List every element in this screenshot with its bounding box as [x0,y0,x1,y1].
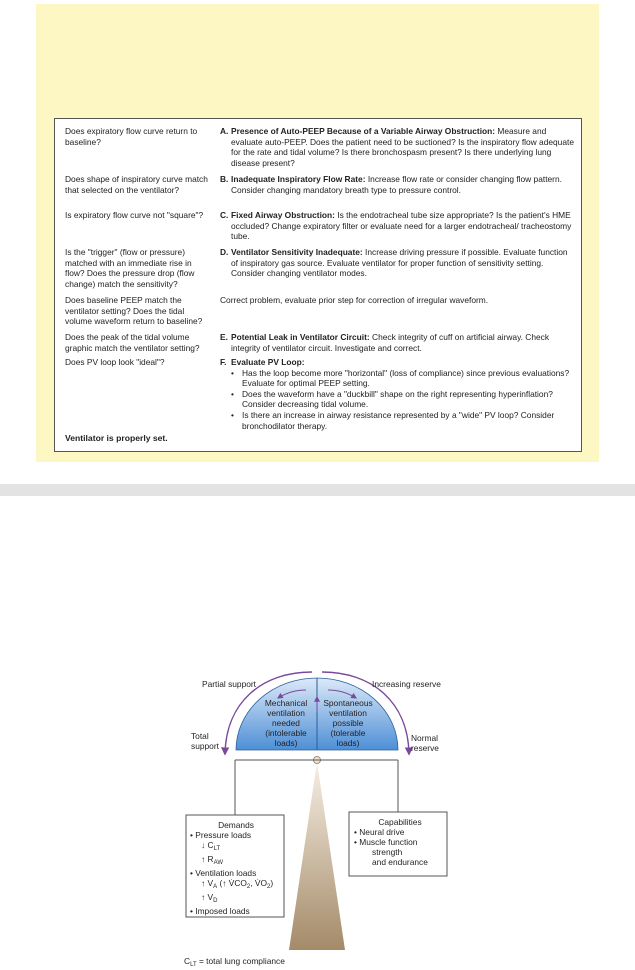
clt-item: ↓ $C_{LT}$ [201,840,221,852]
demands-text [190,820,282,916]
question-c: Is expiratory flow curve not "square"? [65,210,204,220]
total-support-label: Total support [191,731,219,751]
heading-c: Fixed Airway Obstruction: [231,210,335,220]
strength: strength [372,847,403,857]
endurance: and endurance [372,857,428,867]
text-c: Is the endotracheal tube size appropriate? Is the patient's HME occluded? Change expiratory filter or evaluate need for a larger endotracheal/ tracheostomy tube. [231,210,572,242]
neural-drive: • Neural drive [354,827,405,837]
text-d: Increase driving pressure if possible. Evaluate function of inspiratory gas source. Evaluate ventilator for proper function of sensitivity setting. Consider changing ventilator modes. [231,247,568,279]
letter-d: D. [220,247,229,257]
text-peep: Correct problem, evaluate prior step for correction of irregular waveform. [220,295,489,305]
question-d: Is the "trigger" (flow or pressure) matched with an immediate rise in flow? Does the pressure drop (flow change) match the sensitivity? [65,247,195,289]
question-e: Does the peak of the tidal volume graphic match the ventilator setting? [65,332,200,353]
pv-bullet-1: • Has the loop become more "horizontal" (loss of compliance) since previous evaluations? Evaluate for optimal PEEP setting. [231,368,576,389]
heading-b: Inadequate Inspiratory Flow Rate: [231,174,366,184]
pressure-loads: • Pressure loads [190,830,252,840]
raw-item: ↑ $R_{AW}$ [201,854,224,866]
va-item: ↑ $V_A$ (↑ $V̇CO_2$, $V̇O_2$) [201,878,274,890]
text-a: Measure and evaluate auto-PEEP. Does the patient need to be suctioned? Is the inspiratory flow adequate for the rate and tidal volume? Is there bronchospasm present? Is there underlying lung disease present? [231,126,574,168]
spontaneous-ventilation-text: Spontaneous ventilation possible (tolerable loads) [323,698,373,748]
letter-a: A. [220,126,229,136]
letter-c: C. [220,210,229,220]
pv-bullet-3: • Is there an increase in airway resistance represented by a "wide" PV loop? Consider bronchodilator therapy. [231,410,576,431]
footnote: $C_{LT}$ = total lung compliance [184,956,285,968]
text-e: Check integrity of cuff on artificial airway. Check integrity of ventilator circuit. Investigate and correct. [231,332,550,353]
heading-d: Ventilator Sensitivity Inadequate: [231,247,363,257]
final-statement: Ventilator is properly set. [65,433,168,443]
text-b: Increase flow rate or consider changing flow pattern. Consider changing mandatory breath type to pressure control. [231,174,562,195]
demands-title: Demands [218,820,254,830]
question-peep: Does baseline PEEP match the ventilator setting? Does the tidal volume waveform return to baseline? [65,295,203,327]
imposed-loads: • Imposed loads [190,906,250,916]
letter-b: B. [220,174,229,184]
question-f: Does PV loop look "ideal"? [65,357,165,367]
muscle-function: • Muscle function [354,837,418,847]
question-a: Does expiratory flow curve return to baseline? [65,126,198,147]
ventilation-loads: • Ventilation loads [190,868,257,878]
mechanical-ventilation-text: Mechanical ventilation needed (intolerable loads) [264,698,308,748]
capabilities-text [354,817,446,867]
capabilities-title: Capabilities [378,817,422,827]
letter-e: E. [220,332,228,342]
increasing-reserve-label: Increasing reserve [372,679,441,689]
heading-e: Potential Leak in Ventilator Circuit: [231,332,370,342]
vd-item: ↑ $V_D$ [201,892,218,904]
heading-a: Presence of Auto-PEEP Because of a Variable Airway Obstruction: [231,126,496,136]
question-b: Does shape of inspiratory curve match that selected on the ventilator? [65,174,208,195]
fulcrum-triangle [289,762,345,950]
letter-f: F. [220,357,227,367]
normal-reserve-label: Normal reserve [411,733,439,753]
partial-support-label: Partial support [202,679,256,689]
heading-f: Evaluate PV Loop: [231,357,305,367]
pv-bullet-2: • Does the waveform have a "duckbill" shape on the right representing hyperinflation? Consider decreasing tidal volume. [231,389,576,410]
